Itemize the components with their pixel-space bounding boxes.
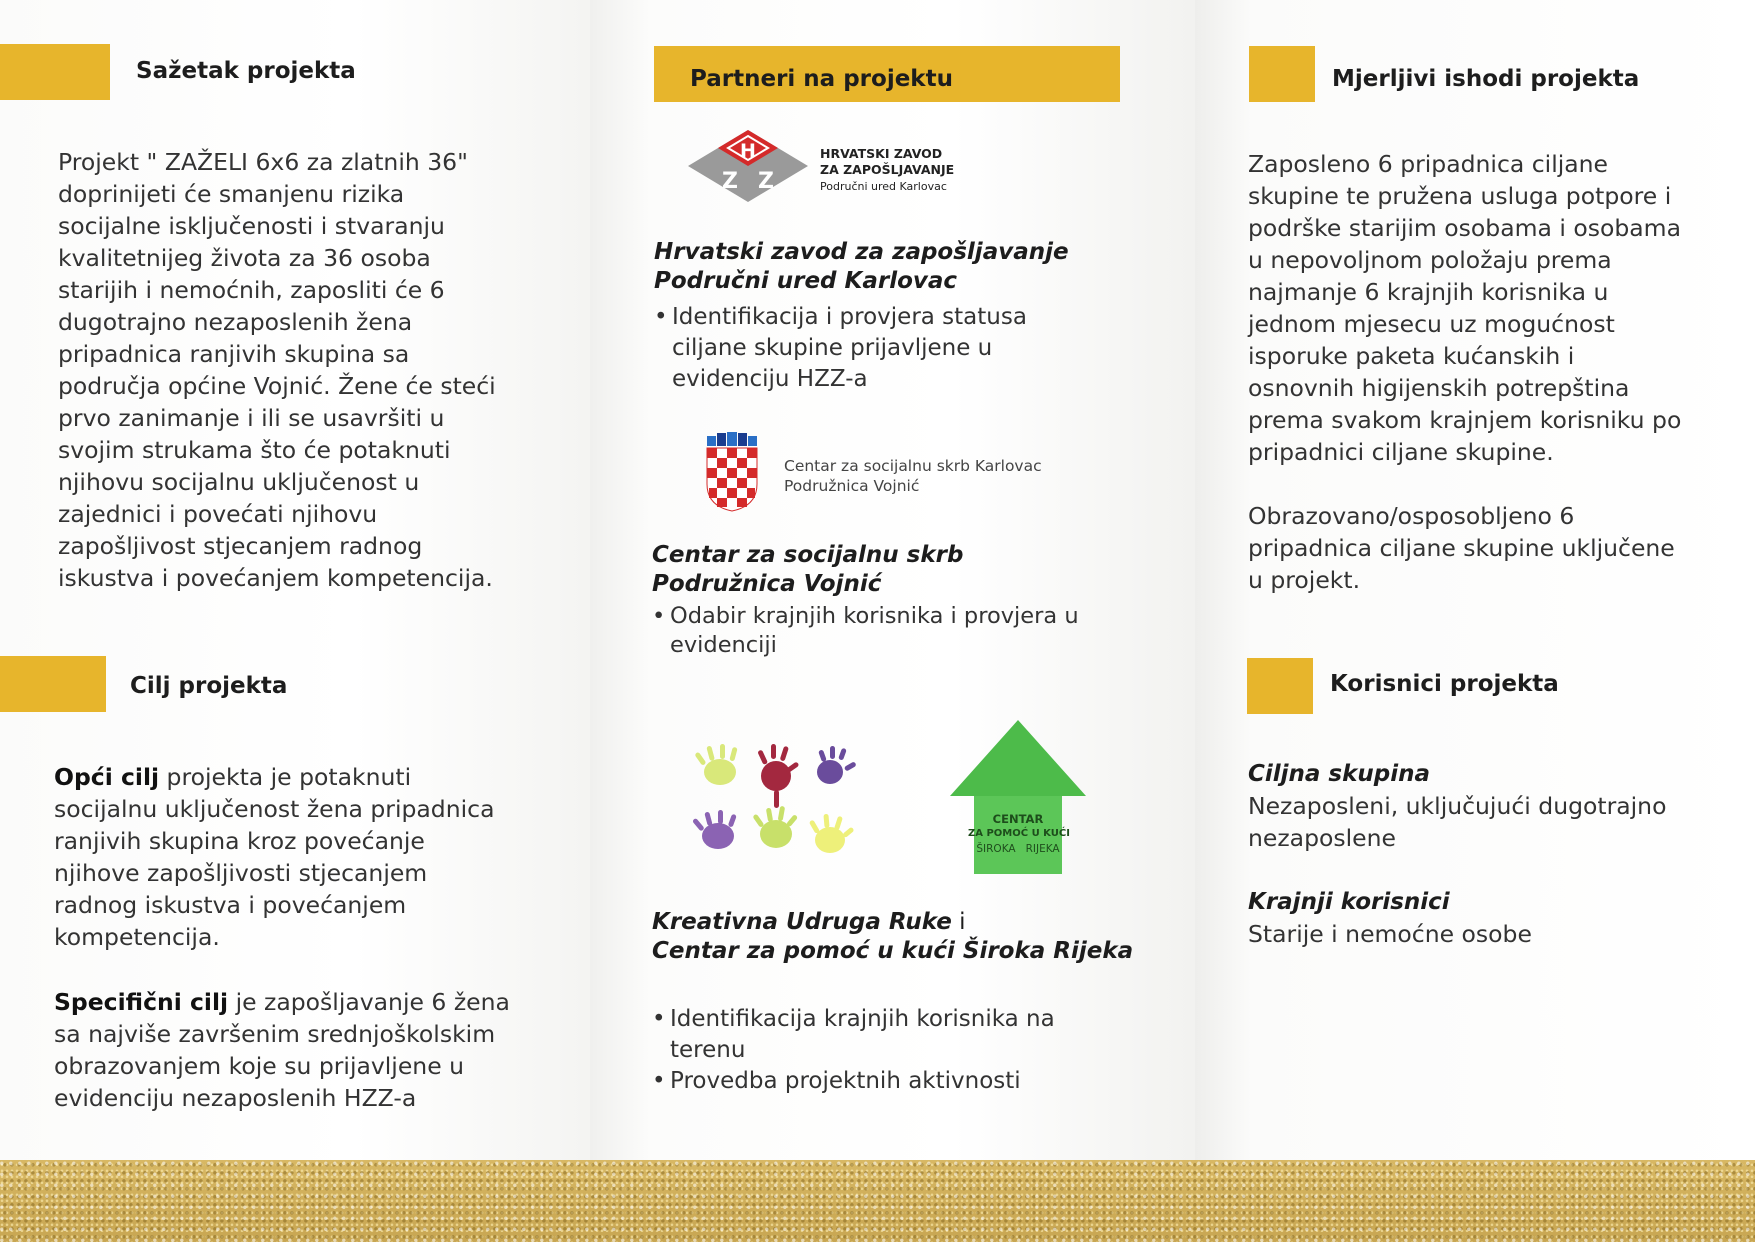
hzz-logo-icon: [686, 128, 810, 204]
hzz-bullet-list: [654, 302, 1174, 395]
svg-text:Z: Z: [722, 169, 738, 194]
czss-name: [652, 541, 963, 599]
outcomes-header-bar: [1249, 46, 1315, 102]
czss-logo-text: [784, 456, 1042, 496]
goal-line: njihove zapošljivosti stjecanjem: [54, 859, 428, 887]
ruke-name-and: i: [951, 909, 966, 935]
general-goal-label: Opći cilj: [54, 763, 160, 791]
summary-line: područja općine Vojnić. Žene će steći: [58, 372, 496, 400]
ruke-bullet-list: [652, 1004, 1182, 1097]
bullet-line: evidenciji: [670, 632, 777, 658]
outcomes-line: u projekt.: [1248, 566, 1361, 594]
outcomes-line: Zaposleno 6 pripadnica ciljane: [1248, 150, 1609, 178]
hzz-name-line: Hrvatski zavod za zapošljavanje: [654, 239, 1069, 265]
summary-title: Sažetak projekta: [136, 58, 356, 84]
list-item: [654, 302, 1174, 395]
list-item: [652, 1066, 1182, 1097]
czss-logo-line: Podružnica Vojnić: [784, 477, 920, 495]
house-logo-line: ŠIROKA: [976, 843, 1016, 855]
summary-line: doprinijeti će smanjenu rizika: [58, 180, 405, 208]
summary-header-bar: [0, 44, 110, 100]
end-users-line: Starije i nemoćne osobe: [1248, 920, 1532, 948]
outcomes-paragraph-1: [1248, 148, 1748, 468]
specific-goal-paragraph: [54, 986, 584, 1114]
outcomes-line: u nepovoljnom položaju prema: [1248, 246, 1612, 274]
general-goal-paragraph: [54, 761, 584, 953]
goal-line: radnog iskustva i povećanjem: [54, 891, 407, 919]
outcomes-line: Obrazovano/osposobljeno 6: [1248, 502, 1575, 530]
summary-line: prvo zanimanje i ili se usavršiti u: [58, 404, 445, 432]
goal-line: ranjivih skupina kroz povećanje: [54, 827, 425, 855]
outcomes-line: isporuke paketa kućanskih i: [1248, 342, 1575, 370]
house-logo-line: RIJEKA: [1025, 843, 1060, 855]
goal-line: projekta je potaknuti: [159, 763, 412, 791]
hzz-logo-text: [820, 146, 954, 195]
ruke-name: [652, 908, 1133, 966]
outcomes-paragraph-2: [1248, 500, 1748, 596]
hzz-name: [654, 238, 1069, 296]
list-item: [652, 1004, 1182, 1066]
gold-glitter-border: [0, 1160, 1755, 1242]
czss-name-line: Centar za socijalnu skrb: [652, 542, 964, 568]
hzz-logo-line: Područni ured Karlovac: [820, 180, 947, 193]
summary-line: svojim strukama što će potaknuti: [58, 436, 451, 464]
users-header-bar: [1247, 658, 1313, 714]
czss-bullet-list: [652, 602, 1182, 660]
list-item: [652, 602, 1182, 660]
goal-line: obrazovanjem koje su prijavljene u: [54, 1052, 465, 1080]
goal-line: socijalnu uključenost žena pripadnica: [54, 795, 495, 823]
panel-middle: [590, 0, 1195, 1160]
end-users-label: Krajnji korisnici: [1248, 889, 1450, 915]
bullet-line: evidenciju HZZ-a: [672, 366, 868, 392]
outcomes-title: Mjerljivi ishodi projekta: [1332, 66, 1640, 92]
goal-title: Cilj projekta: [130, 673, 288, 699]
summary-line: iskustva i povećanjem kompetencija.: [58, 564, 493, 592]
summary-line: pripadnica ranjivih skupina sa: [58, 340, 410, 368]
svg-text:Z: Z: [758, 169, 774, 194]
summary-line: kvalitetnijeg života za 36 osoba: [58, 244, 431, 272]
coat-of-arms-icon: [704, 432, 760, 512]
summary-line: socijalne isključenosti i stvaranju: [58, 212, 445, 240]
outcomes-line: jednom mjesecu uz mogućnost: [1248, 310, 1615, 338]
end-users-text: [1248, 918, 1748, 950]
bullet-line: ciljane skupine prijavljene u: [672, 335, 993, 361]
summary-line: starijih i nemoćnih, zaposliti će 6: [58, 276, 445, 304]
outcomes-line: skupine te pružena usluga potpore i: [1248, 182, 1672, 210]
partners-title: Partneri na projektu: [690, 66, 953, 92]
goal-line: je zapošljavanje 6 žena: [228, 988, 510, 1016]
hzz-logo-line: HRVATSKI ZAVOD: [820, 146, 943, 161]
hzz-name-line: Područni ured Karlovac: [654, 268, 958, 294]
summary-line: zajednici i povećati njihovu: [58, 500, 378, 528]
summary-paragraph: [58, 146, 578, 594]
goal-header-bar: [0, 656, 106, 712]
svg-text:H: H: [740, 140, 756, 162]
outcomes-line: najmanje 6 krajnjih korisnika u: [1248, 278, 1609, 306]
outcomes-line: podrške starijim osobama i osobama: [1248, 214, 1681, 242]
outcomes-line: pripadnica ciljane skupine uključene: [1248, 534, 1675, 562]
users-title: Korisnici projekta: [1330, 671, 1559, 697]
hzz-logo-line: ZA ZAPOŠLJAVANJE: [820, 162, 955, 177]
hands-logo-icon: [690, 742, 870, 868]
outcomes-line: prema svakom krajnjem korisniku po: [1248, 406, 1682, 434]
target-group-line: Nezaposleni, uključujući dugotrajno: [1248, 792, 1667, 820]
czss-name-line: Podružnica Vojnić: [652, 571, 882, 597]
ruke-name-line: Kreativna Udruga Ruke: [652, 909, 952, 935]
goal-line: evidenciju nezaposlenih HZZ-a: [54, 1084, 417, 1112]
summary-line: njihovu socijalnu uključenost u: [58, 468, 420, 496]
summary-line: zapošljivost stjecanjem radnog: [58, 532, 423, 560]
outcomes-line: osnovnih higijenskih potrepština: [1248, 374, 1630, 402]
goal-line: kompetencija.: [54, 923, 220, 951]
house-logo-line: CENTAR: [992, 812, 1044, 826]
house-logo-text: [968, 812, 1070, 857]
goal-line: sa najviše završenim srednjoškolskim: [54, 1020, 496, 1048]
target-group-text: [1248, 790, 1748, 854]
bullet-line: • Odabir krajnjih korisnika i provjera u: [670, 603, 1079, 629]
target-group-label: Ciljna skupina: [1248, 761, 1431, 787]
bullet-line: • Identifikacija i provjera statusa: [672, 304, 1027, 330]
bullet-line: • Identifikacija krajnjih korisnika na: [670, 1006, 1055, 1032]
summary-line: Projekt " ZAŽELI 6x6 za zlatnih 36": [58, 148, 468, 176]
target-group-line: nezaposlene: [1248, 824, 1396, 852]
outcomes-line: pripadnici ciljane skupine.: [1248, 438, 1554, 466]
panel-left: [0, 0, 590, 1160]
ruke-name-line: Centar za pomoć u kući Široka Rijeka: [652, 938, 1134, 964]
bullet-line: terenu: [670, 1037, 746, 1063]
specific-goal-label: Specifični cilj: [54, 988, 229, 1016]
house-logo-line: ZA POMOĆ U KUĆI: [968, 828, 1070, 839]
bullet-line: • Provedba projektnih aktivnosti: [670, 1068, 1021, 1094]
czss-logo-line: Centar za socijalnu skrb Karlovac: [784, 457, 1042, 475]
summary-line: dugotrajno nezaposlenih žena: [58, 308, 413, 336]
panel-right: [1195, 0, 1755, 1160]
